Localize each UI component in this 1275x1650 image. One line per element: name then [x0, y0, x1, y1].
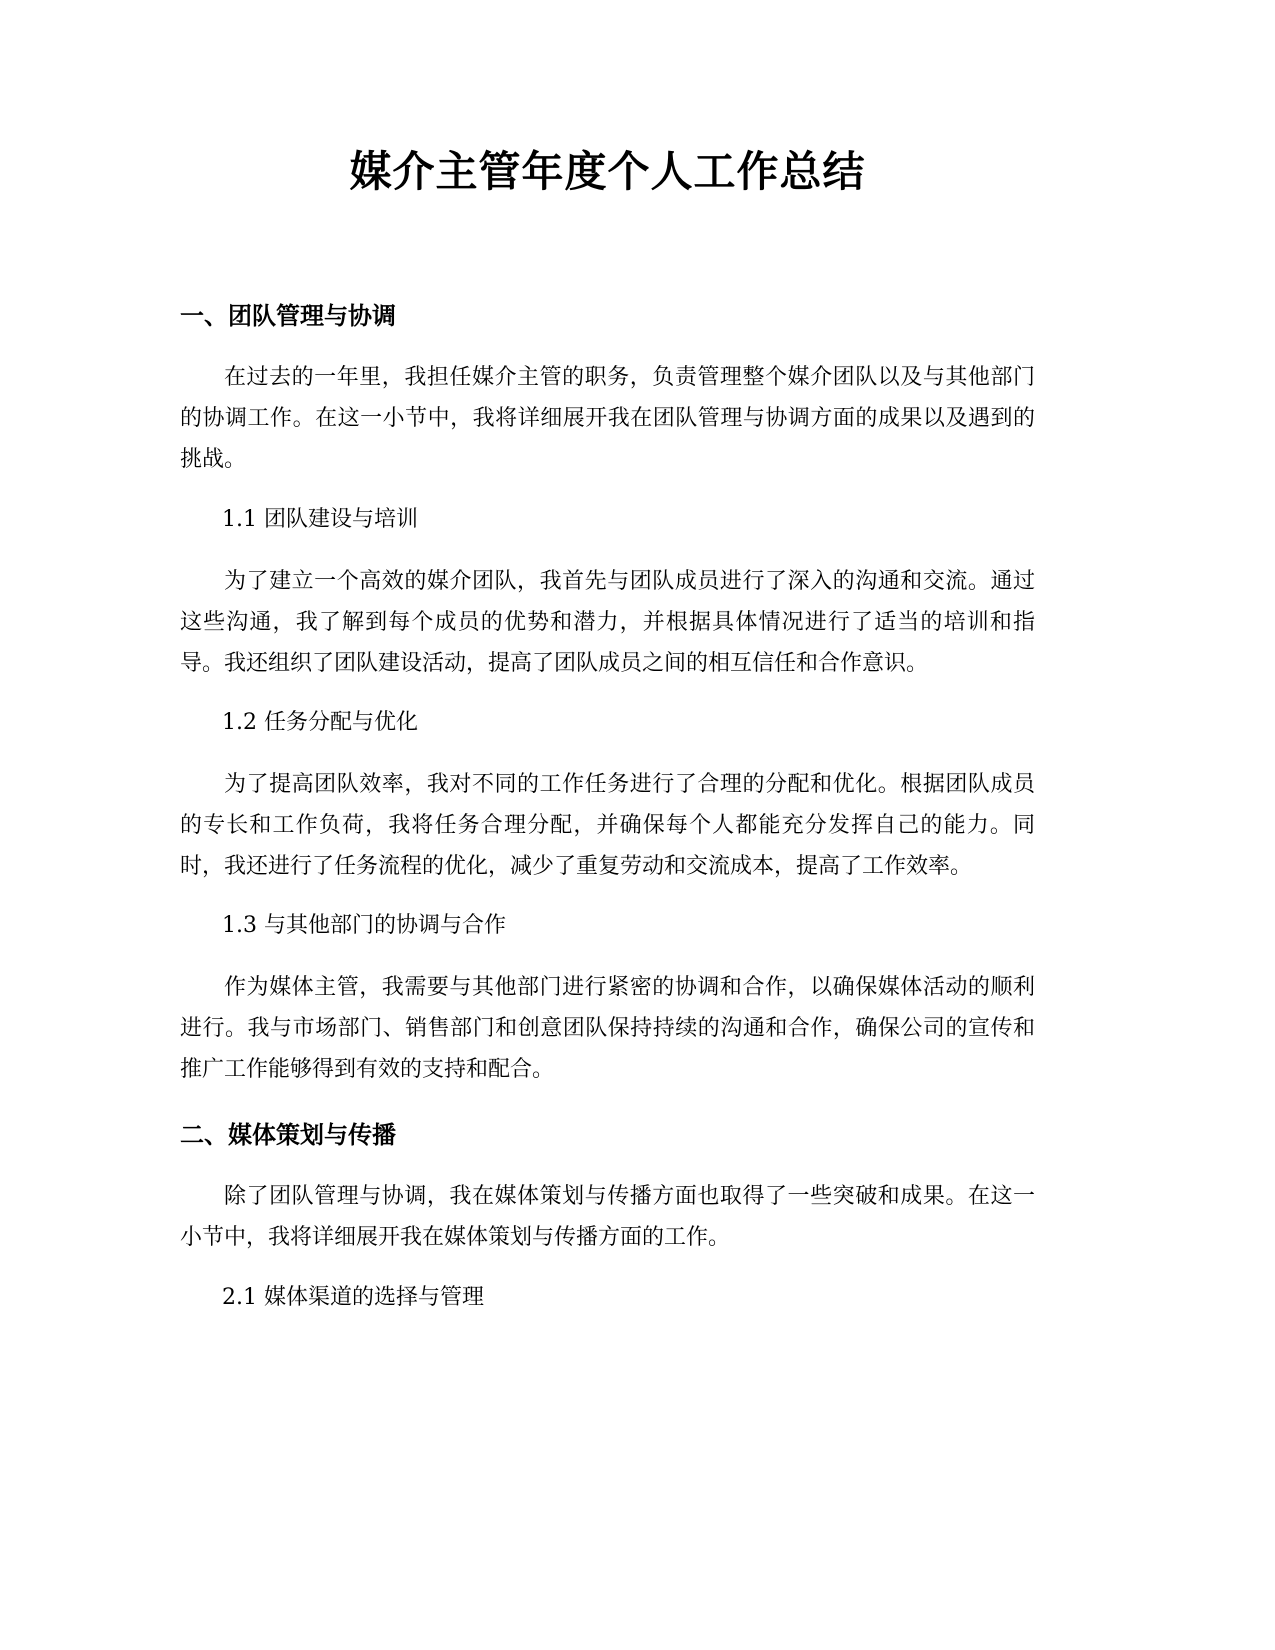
section-intro-paragraph: 在过去的一年里，我担任媒介主管的职务，负责管理整个媒介团队以及与其他部门的协调工作。在这一小节中，我将详细展开我在团队管理与协调方面的成果以及遇到的挑战。 [180, 365, 1035, 472]
section-intro-paragraph: 除了团队管理与协调，我在媒体策划与传播方面也取得了一些突破和成果。在这一小节中，我将详细展开我在媒体策划与传播方面的工作。 [180, 1184, 1035, 1250]
section-heading-team-management: 一、团队管理与协调 [180, 302, 396, 330]
subsection-paragraph-department-coordination: 作为媒体主管，我需要与其他部门进行紧密的协调和合作，以确保媒体活动的顺利进行。我与市场部门、销售部门和创意团队保持持续的沟通和合作，确保公司的宣传和推广工作能够得到有效的支持和配合。 [180, 975, 1035, 1082]
subsection-paragraph-team-building: 为了建立一个高效的媒介团队，我首先与团队成员进行了深入的沟通和交流。通过这些沟通，我了解到每个成员的优势和潜力，并根据具体情况进行了适当的培训和指导。我还组织了团队建设活动，提高了团队成员之间的相互信任和合作意识。 [180, 569, 1035, 676]
subsection-heading-department-coordination: 1.3 与其他部门的协调与合作 [222, 913, 506, 938]
subsection-heading-team-building: 1.1 团队建设与培训 [222, 507, 418, 532]
section-heading-media-planning: 二、媒体策划与传播 [180, 1121, 396, 1149]
document-title: 媒介主管年度个人工作总结 [349, 147, 866, 196]
document-body [180, 140, 1035, 1318]
subsection-heading-media-channels: 2.1 媒体渠道的选择与管理 [222, 1285, 484, 1310]
subsection-paragraph-task-allocation: 为了提高团队效率，我对不同的工作任务进行了合理的分配和优化。根据团队成员的专长和工作负荷，我将任务合理分配，并确保每个人都能充分发挥自己的能力。同时，我还进行了任务流程的优化，减少了重复劳动和交流成本，提高了工作效率。 [180, 772, 1035, 879]
subsection-heading-task-allocation: 1.2 任务分配与优化 [222, 710, 418, 735]
